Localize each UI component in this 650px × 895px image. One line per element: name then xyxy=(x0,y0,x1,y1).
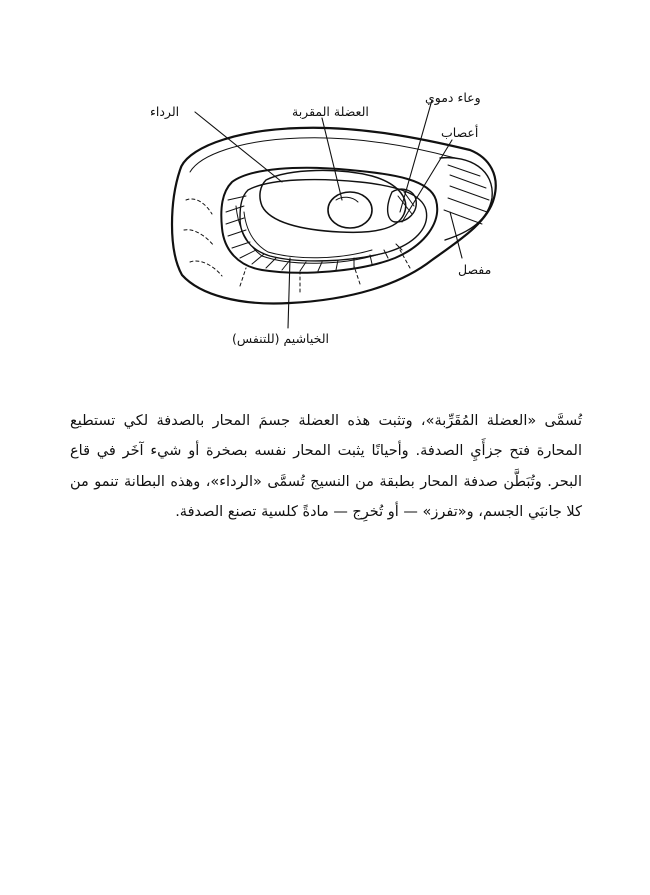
label-adductor-muscle: العضلة المقربة xyxy=(292,104,369,119)
label-nerves: أعصاب xyxy=(441,125,479,140)
mantle-inner xyxy=(240,180,427,261)
label-blood-vessel: وعاء دموي xyxy=(425,90,481,105)
label-hinge: مفصل xyxy=(458,262,492,277)
label-gills: الخياشيم (للتنفس) xyxy=(232,331,329,346)
oyster-diagram xyxy=(0,0,650,370)
body-paragraph: تُسمَّى «العضلة المُقَرِّبة»، وتثبت هذه العضلة جسمَ المحار بالصدفة لكي تستطيع المحارة فتح جزأَيِ الصدفة. وأحيانًا يثبت المحار نفسه بصخرة أو شيء آخَر في قاع البحر. وتُبَطَّن صدفة المحار بطبقة من النسيج تُسمَّى «الرداء»، وهذه البطانة تنمو من كلا جانبَي الجسم، و«تفرز» — أو تُخرِج — مادةً كلسية تصنع الصدفة. xyxy=(70,412,582,520)
oyster-anatomy-figure xyxy=(0,0,650,370)
label-mantle: الرداء xyxy=(150,104,180,119)
